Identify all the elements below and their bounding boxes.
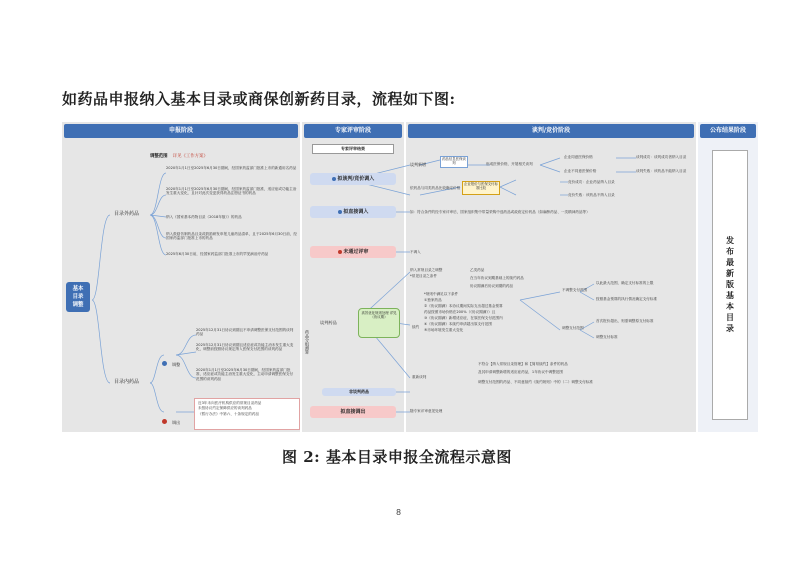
- adjust-icon: [162, 361, 167, 366]
- case-2: ②《协议期满》本协议期间实际支出超过基金预算: [424, 304, 503, 308]
- volume-note: 形成医保价格，开展相关谈判: [486, 162, 533, 166]
- outside-item-3: 纳入《国家基本药物目录（2018年版）》的药品: [166, 215, 242, 219]
- new-price-2: 及其申请调整新增的适应症药品，1年协议中调整范围: [478, 370, 563, 374]
- direct-in-pill: 拟直接调入: [310, 206, 396, 218]
- renew-item-1: 乙类药品: [470, 268, 485, 272]
- page-heading: 如药品申报纳入基本目录或商保创新药目录，流程如下图:: [62, 90, 456, 108]
- bid-compare-box: 企业报价与医保支付标准比较: [462, 181, 500, 195]
- renew-title: 纳入常规目录之调整: [410, 268, 443, 272]
- new-price-1: 不符合【纳入常规目录管理】和【简易续约】条件的药品: [478, 362, 568, 366]
- direct-in-icon: [338, 210, 342, 214]
- scope-header: 调整范围 详见《工作方案》: [150, 154, 208, 159]
- out-item-2: 未按协议约定保障供应的谈判药品: [198, 406, 252, 411]
- range-note-2: 按照基金预算的执行情况确定支付标准: [596, 297, 658, 301]
- renew-item-3: 协议期满后协议到期的药品: [470, 284, 514, 288]
- continue-label: 续约: [412, 325, 420, 329]
- range-note-1: 以此最大范围，确定支付标准的上限: [596, 281, 654, 285]
- outside-catalog-label: 目录外药品: [114, 211, 140, 217]
- renew-item-2: 在当年协议到期基础上的续约药品: [470, 276, 524, 280]
- stage-header-declare: 申报阶段: [64, 124, 298, 138]
- outside-item-1: 2020年1月1日至2025年6月30日期间，经国家药监部门批准上市的新通用名药品: [166, 166, 297, 170]
- direct-in-note: 如：符合条件的经专家评审后，国家组织集中带量采购中选药品或政府定价药品（如麻醉药品、一类精神药品等）: [410, 210, 590, 214]
- new-drug-label: 谈判新增: [410, 162, 426, 167]
- inside-catalog-label: 目录内药品: [114, 379, 140, 385]
- out-node: 调出: [162, 409, 180, 428]
- enterprise-reject: 企业不同意医保价格: [564, 169, 597, 173]
- compare-note: 依药品与同类药品比较确定价格: [410, 186, 461, 190]
- not-pass-pill: 未通过评审: [310, 246, 396, 258]
- inside-item-2: 2025年12月31日协议到期且适应症或功能主治未发生重大变化，调整前按照协议规定纳入医保支付范围的谈判药品: [196, 343, 294, 352]
- case-6: ⑤市场环境发生重大变化: [424, 328, 464, 332]
- drug-group-side-label: 药品分组测算: [305, 330, 310, 354]
- price-fail: 竞价失败：该药品不纳入目录: [568, 193, 615, 197]
- negotiate-success: 谈判成功：谈判成功者纳入目录: [636, 155, 687, 159]
- negotiate-drug-label: 谈判药品: [320, 320, 337, 325]
- non-negotiate-pill: 非谈判药品: [322, 388, 396, 396]
- direct-out-pill: 拟直接调出: [310, 406, 396, 418]
- efficient-rule-box: 高效优化规则处理 详见《协议期》: [358, 308, 400, 338]
- adjust-node: 调整: [162, 351, 180, 370]
- case-4: ③《协议期满》新增适应症，在原医保支付范围内: [424, 316, 503, 320]
- direct-out-note: 随专家评审意见处理: [410, 409, 443, 413]
- renew-label: 重新谈判: [412, 375, 427, 379]
- inside-item-1: 2025年12月31日协议到期且不申请调整医保支付范围的谈判药品: [196, 328, 294, 337]
- case-3: 药品按照市场价格在200%（《协议期满》）且: [424, 310, 496, 314]
- out-item-3: 《暂行办法》中第六、十条规定的药品: [198, 411, 260, 416]
- enterprise-accept: 企业同意医保价格: [564, 155, 593, 159]
- price-ok: 竞价成功：企业药品纳入目录: [568, 180, 615, 184]
- root-basic-catalog-adjust: 基本 目录 调整: [66, 282, 90, 312]
- inside-item-3: 2020年1月1日至2025年6月30日期间，经国家药监部门批准，适应症或功能主治发生重大变化，主动申请调整医保支付范围的谈判药品: [196, 368, 294, 381]
- stage-header-publish: 公布结果阶段: [700, 124, 756, 138]
- out-items-box: [194, 398, 300, 430]
- page-number: 8: [396, 508, 402, 517]
- range-note-3: 首次报价超出，则需调整原支付标准: [596, 319, 654, 323]
- out-icon: [162, 419, 167, 424]
- new-price-3: 调整支付范围的药品、不同意续约《续约规则》中的（二）调整支付标准: [478, 380, 593, 384]
- expert-review-title: 专家评审结果: [312, 144, 394, 154]
- to-negotiate-pill: 拟谈判/竞价调入: [310, 173, 396, 185]
- negotiate-fail: 谈判失败：该药品不能纳入目录: [636, 169, 687, 173]
- negotiate-icon: [332, 177, 336, 181]
- price-info-box: 药品信息医保谈判: [440, 156, 468, 168]
- outside-item-5: 2025年6月30日前，经国家药监部门批准上市的罕见病治疗药品: [166, 252, 269, 256]
- keep-range-label: 不调整支付范围: [562, 288, 588, 292]
- adjust-range-label: 调整支付范围: [562, 326, 584, 330]
- outside-item-4: 纳入鼓励仿制药品目录或鼓励研发申报儿童药品清单，且于2025年6月30日前，经国家药监部门批准上市的药品: [166, 232, 298, 241]
- out-item-1: 近3年未向医疗机构供应的常规目录药品: [198, 401, 262, 405]
- outside-item-2: 2020年1月1日至2025年6月30日期间，经国家药监部门批准，适应症或功能主治发生重大变化，且针对此次变更获得药品注册证书的药品: [166, 187, 297, 196]
- renew-note: *常见目录之条件: [410, 274, 437, 278]
- not-in-note: 不调入: [410, 250, 421, 254]
- case-5: ④《协议期满》本续约申请超出原支付范围: [424, 322, 492, 326]
- figure-caption: 图 2: 基本目录申报全流程示意图: [282, 448, 512, 466]
- publish-result-box: [712, 150, 748, 420]
- not-pass-icon: [338, 250, 342, 254]
- range-note-4: 调整支付标准: [596, 335, 618, 339]
- stage-header-expert: 专家评审阶段: [304, 124, 402, 138]
- cases-title: *规则中满足以下条件: [424, 292, 459, 296]
- stage-header-negotiate: 谈判/竞价阶段: [408, 124, 694, 138]
- publish-result-text: 发布最新版基本目录: [725, 235, 735, 335]
- case-1: ①独家药品: [424, 298, 442, 302]
